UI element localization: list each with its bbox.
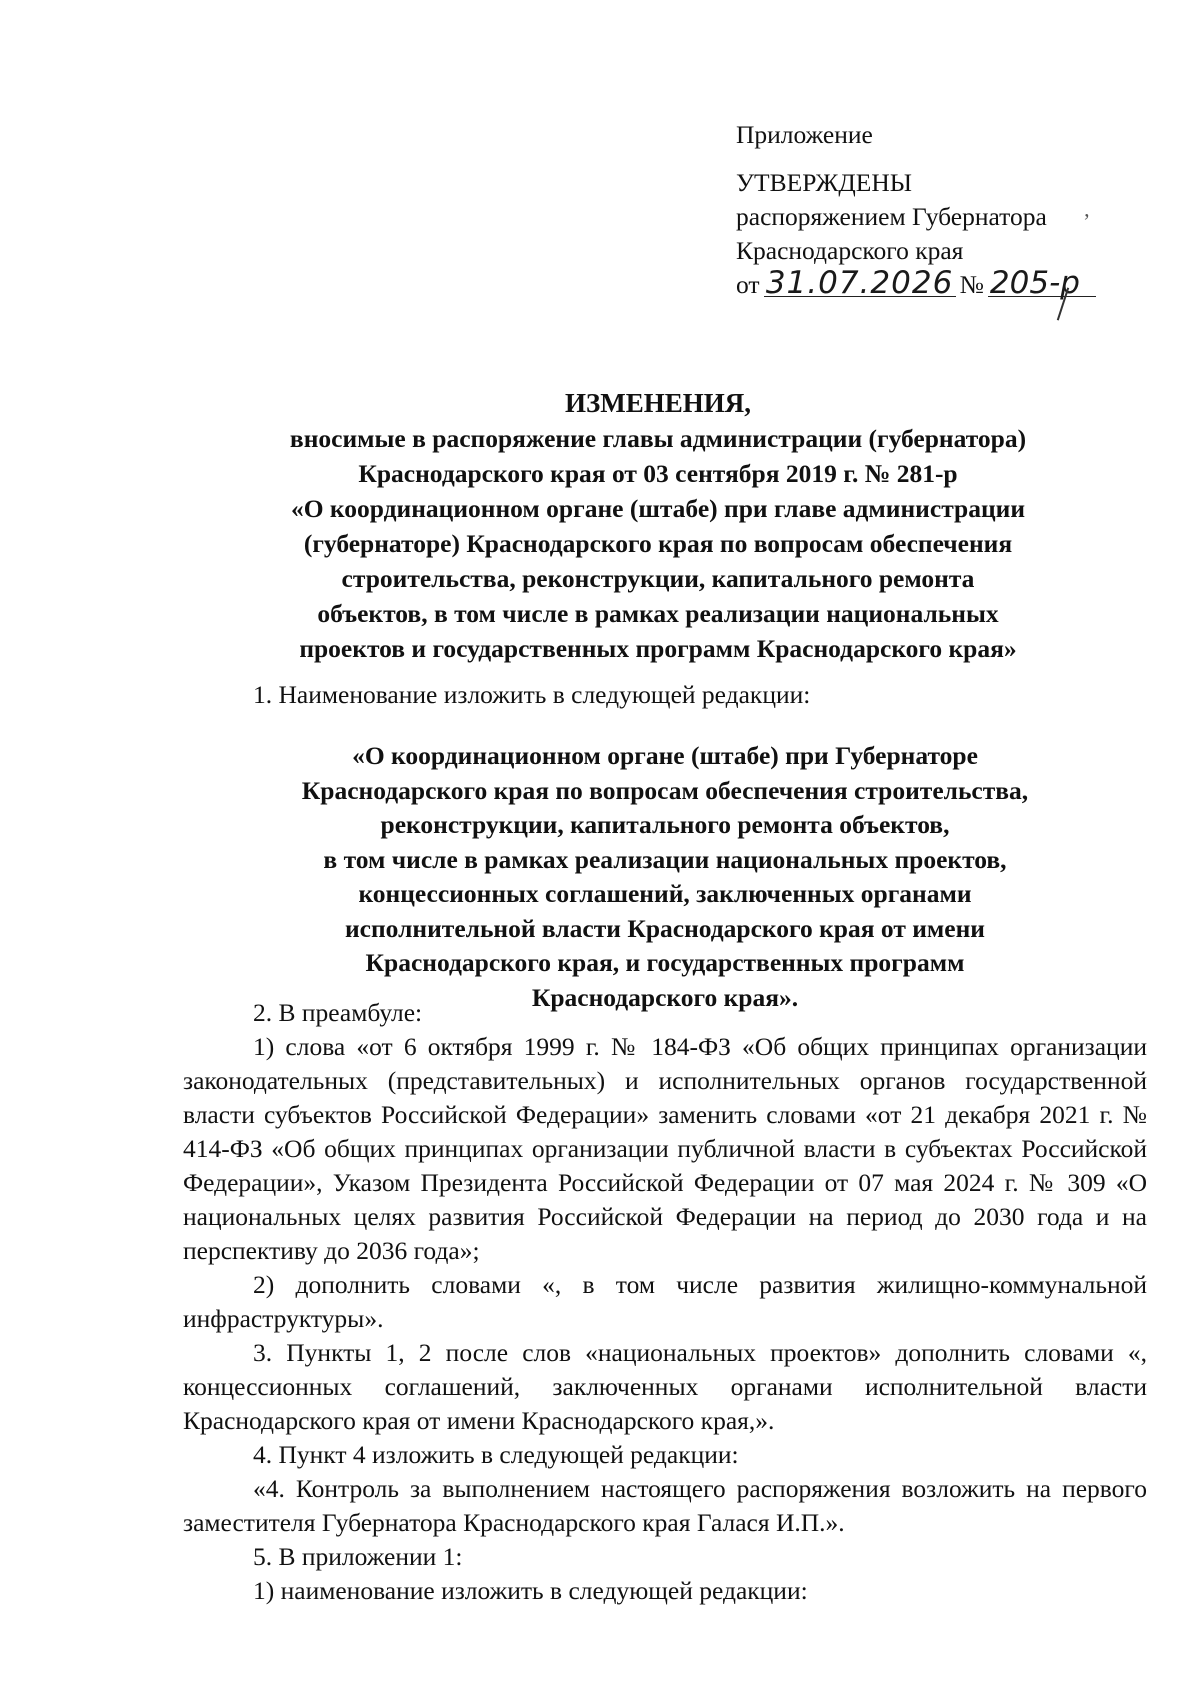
heading-line: проектов и государственных программ Краснодарского края» (299, 634, 1017, 663)
heading-line: объектов, в том числе в рамках реализации национальных (317, 599, 999, 628)
new-title-line: реконструкции, капитального ремонта объектов, (380, 810, 950, 839)
document-heading (170, 386, 1146, 666)
heading-line: строительства, реконструкции, капитального ремонта (341, 564, 975, 593)
approval-block (736, 118, 1100, 302)
heading-title: ИЗМЕНЕНИЯ, (564, 388, 751, 418)
new-title-line: исполнительной власти Краснодарского края от имени (344, 913, 985, 943)
item-4: 4. Пункт 4 изложить в следующей редакции: (253, 1440, 739, 1469)
approved-by-line-2: Краснодарского края (736, 236, 964, 265)
heading-line: Краснодарского края от 03 сентября 2019 г. № 281-р (358, 459, 958, 488)
item-2-1: 1) слова «от 6 октября 1999 г. № 184-ФЗ «Об общих принципах организации законодательных (представительных) и исполнительных органов государственной власти субъектов Российской Федерации» заменить словами «от 21 декабря 2021 г. № 414-ФЗ «Об общих принципах организации публичной власти в субъектах Российской Федерации», Указом Президента Российской Федерации от 07 мая 2024 г. № 309 «О национальных целях развития Российской Федерации на период до 2030 года и на перспективу до 2036 года»; (183, 1032, 1147, 1265)
new-title-line: Краснодарского края». (531, 982, 799, 1012)
from-label: от (736, 270, 760, 299)
new-title-line: концессионных соглашений, заключенных органами (358, 879, 972, 908)
heading-line: «О координационном органе (штабе) при главе администрации (290, 494, 1026, 523)
item-4-text: «4. Контроль за выполнением настоящего распоряжения возложить на первого заместителя Губернатора Краснодарского края Галася И.П.». (183, 1474, 1147, 1537)
item-5-1: 1) наименование изложить в следующей редакции: (253, 1576, 808, 1605)
handwritten-date: 31.07.2026 (764, 270, 956, 297)
heading-line: (губернаторе) Краснодарского края по вопросам обеспечения (303, 529, 1013, 558)
appendix-label: Приложение (736, 120, 873, 149)
approved-by-line-1: распоряжением Губернатора (736, 202, 1047, 231)
approved-label: УТВЕРЖДЕНЫ (736, 168, 912, 197)
scan-mark: ʼ (1083, 209, 1091, 234)
heading-line: вносимые в распоряжение главы администрации (губернатора) (289, 424, 1027, 453)
new-title-line: в том числе в рамках реализации национальных проектов, (323, 844, 1007, 874)
date-number-line (736, 265, 1100, 302)
document-body (183, 996, 1147, 1608)
item-2: 2. В преамбуле: (253, 998, 423, 1027)
new-title-line: Краснодарского края, и государственных программ (365, 948, 965, 977)
item-5: 5. В приложении 1: (253, 1542, 463, 1571)
item-1-text: 1. Наименование изложить в следующей редакции: (253, 680, 811, 709)
new-title-line: «О координационном органе (штабе) при Губернаторе (352, 741, 978, 770)
handwritten-number: 205-р (988, 270, 1096, 297)
new-title-block (183, 739, 1147, 1015)
number-label: № (959, 270, 984, 299)
new-title-line: Краснодарского края по вопросам обеспечения строительства, (301, 775, 1029, 805)
item-2-2: 2) дополнить словами «, в том числе развития жилищно-коммунальной инфраструктуры». (183, 1270, 1147, 1333)
item-1 (183, 678, 1147, 712)
item-3: 3. Пункты 1, 2 после слов «национальных проектов» дополнить словами «, концессионных соглашений, заключенных органами исполнительной власти Краснодарского края от имени Краснодарского края,». (183, 1338, 1147, 1435)
